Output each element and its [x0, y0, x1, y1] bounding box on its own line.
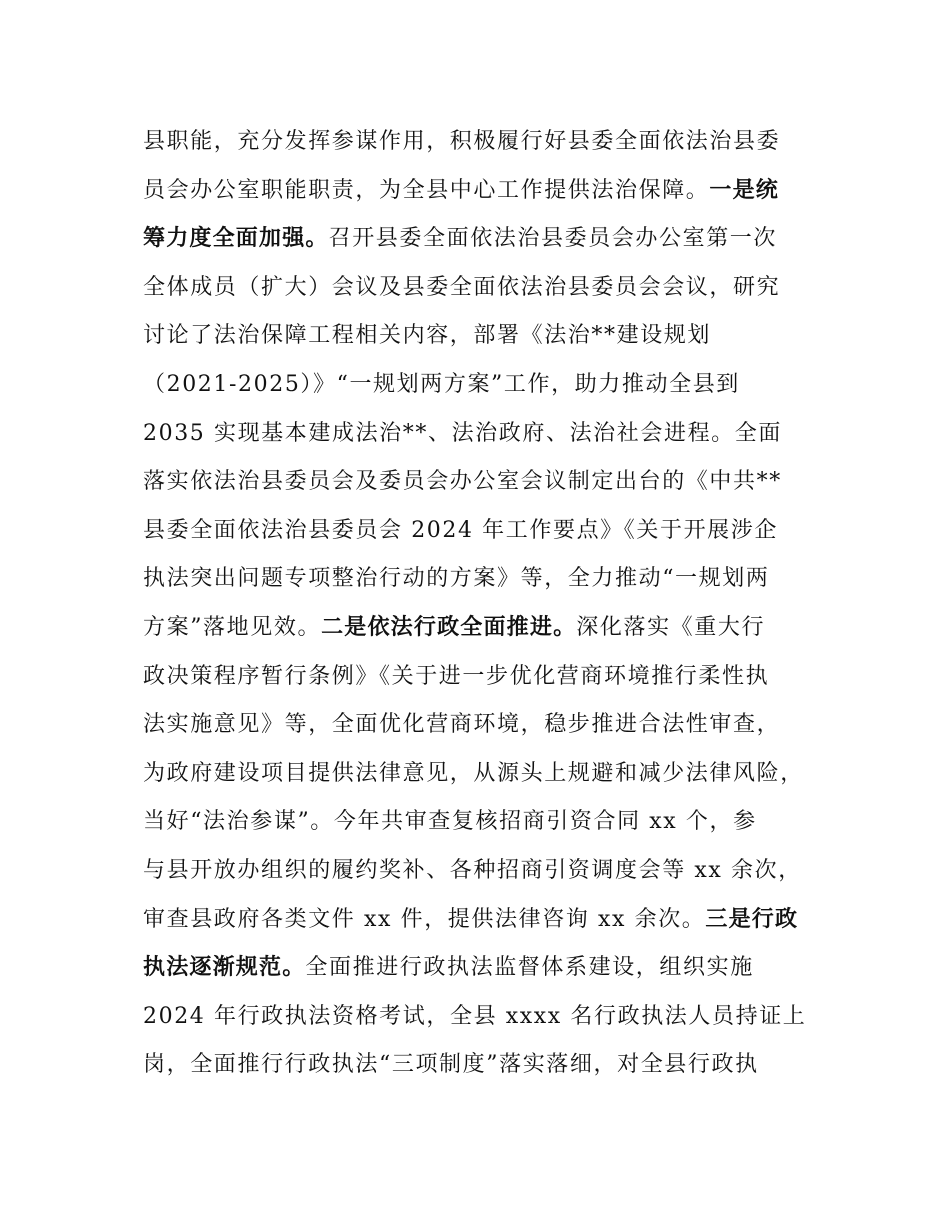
- body-text: 审查县政府各类文件 xx 件，提供法律咨询 xx 余次。: [143, 906, 706, 932]
- body-text: 法实施意见》等，全面优化营商环境，稳步推进合法性审查，: [143, 712, 781, 738]
- body-text: 执法突出问题专项整治行动的方案》等，全力推动“一规划两: [143, 566, 770, 592]
- text-line: [143, 653, 833, 702]
- bold-heading-text: 三是行政: [705, 906, 799, 932]
- text-line: [143, 701, 833, 750]
- body-text: 与县开放办组织的履约奖补、各种招商引资调度会等 xx 余次，: [143, 857, 802, 883]
- body-text: 落实依法治县委员会及委员会办公室会议制定出台的《中共**: [143, 469, 782, 495]
- body-text: 政决策程序暂行条例》《关于进一步优化营商环境推行柔性执: [143, 663, 770, 689]
- body-text: 2035 实现基本建成法治**、法治政府、法治社会进程。全面: [143, 420, 782, 446]
- text-line: [143, 798, 833, 847]
- body-text: 全体成员（扩大）会议及县委全面依法治县委员会会议，研究: [143, 274, 781, 300]
- text-line: [143, 750, 833, 799]
- body-text: 岗，全面推行行政执法“三项制度”落实落细，对全县行政执: [143, 1052, 759, 1078]
- text-line: [143, 215, 833, 264]
- text-line: [143, 118, 833, 167]
- text-line: [143, 604, 833, 653]
- text-line: [143, 410, 833, 459]
- text-line: [143, 458, 833, 507]
- text-line: [143, 264, 833, 313]
- body-text: 当好“法治参谋”。今年共审查复核招商引资合同 xx 个，参: [143, 809, 757, 835]
- text-line: [143, 555, 833, 604]
- text-line: [143, 507, 833, 556]
- text-line: [143, 1041, 833, 1090]
- text-line: [143, 993, 833, 1042]
- text-line: [143, 847, 833, 896]
- body-text: 县委全面依法治县委员会 2024 年工作要点》《关于开展涉企: [143, 517, 778, 543]
- text-line: [143, 896, 833, 945]
- body-text: 为政府建设项目提供法律意见，从源头上规避和减少法律风险，: [143, 760, 804, 786]
- body-text: 深化落实《重大行: [576, 614, 766, 640]
- body-text: 县职能，充分发挥参谋作用，积极履行好县委全面依法治县委: [143, 129, 781, 154]
- text-line: [143, 944, 833, 993]
- text-line: [143, 361, 833, 410]
- bold-heading-text: 筹力度全面加强。: [143, 226, 329, 252]
- body-text: 员会办公室职能职责，为全县中心工作提供法治保障。: [143, 177, 710, 203]
- body-text: 2024 年行政执法资格考试，全县 xxxx 名行政执法人员持证上: [143, 1003, 807, 1029]
- body-text: 方案”落地见效。: [143, 614, 322, 640]
- text-line: [143, 167, 833, 216]
- bold-heading-text: 执法逐渐规范。: [143, 955, 306, 981]
- bold-heading-text: 二是依法行政全面推进。: [321, 614, 577, 640]
- body-text: （2021-2025）》“一规划两方案”工作，助力推动全县到: [143, 371, 740, 397]
- body-text: 召开县委全面依法治县委员会办公室第一次: [328, 226, 778, 252]
- document-body: [143, 118, 833, 1090]
- text-line: [143, 312, 833, 361]
- bold-heading-text: 一是统: [709, 177, 780, 203]
- body-text: 讨论了法治保障工程相关内容，部署《法治**建设规划: [143, 323, 712, 349]
- body-text: 全面推进行政执法监督体系建设，组织实施: [305, 955, 754, 981]
